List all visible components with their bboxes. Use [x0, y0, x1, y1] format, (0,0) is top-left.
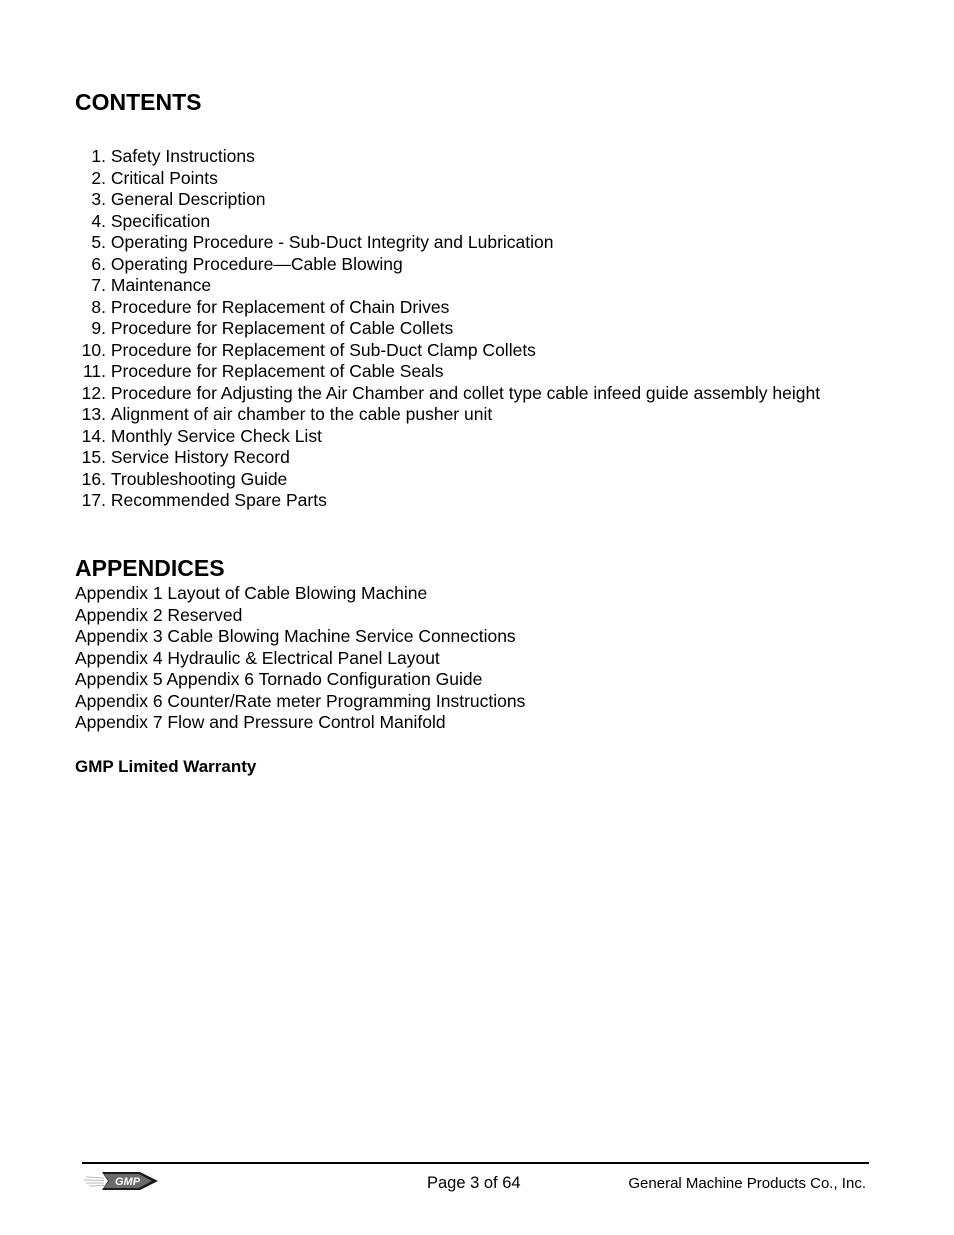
- warranty-heading: GMP Limited Warranty: [75, 757, 257, 776]
- toc-item: [75, 168, 820, 190]
- contents-heading: CONTENTS: [75, 89, 202, 115]
- toc-item: [75, 447, 820, 469]
- footer-divider: [82, 1162, 869, 1164]
- toc-title: Service History Record: [110, 447, 290, 467]
- toc-title: Recommended Spare Parts: [110, 490, 327, 510]
- toc-item: [75, 469, 820, 491]
- toc-title: Alignment of air chamber to the cable pusher unit: [110, 404, 493, 424]
- toc-number: 16.: [81, 468, 106, 489]
- appendix-item: Appendix 1 Layout of Cable Blowing Machine: [75, 583, 428, 603]
- toc-title: Procedure for Adjusting the Air Chamber and collet type cable infeed guide assembly height: [110, 382, 821, 403]
- toc-number: 10.: [81, 339, 106, 360]
- contents-list: [75, 146, 820, 512]
- toc-item: [75, 297, 820, 319]
- appendix-item: Appendix 5 Appendix 6 Tornado Configuration Guide: [75, 669, 483, 689]
- toc-number: 6.: [91, 253, 106, 274]
- toc-item: [75, 318, 820, 340]
- appendix-item: Appendix 2 Reserved: [75, 604, 243, 625]
- toc-title: Safety Instructions: [110, 146, 255, 166]
- toc-title: Monthly Service Check List: [110, 425, 322, 446]
- appendices-heading: APPENDICES: [75, 555, 225, 581]
- toc-item: [75, 254, 820, 276]
- toc-title: Critical Points: [110, 167, 218, 188]
- toc-item: [75, 232, 820, 254]
- toc-title: Operating Procedure—Cable Blowing: [110, 253, 403, 274]
- toc-item: [75, 404, 820, 426]
- toc-number: 14.: [81, 425, 106, 446]
- toc-number: 12.: [81, 382, 106, 403]
- toc-title: Procedure for Replacement of Cable Collets: [110, 318, 454, 338]
- appendix-item: Appendix 6 Counter/Rate meter Programming Instructions: [75, 690, 526, 711]
- toc-number: 13.: [81, 404, 106, 424]
- toc-number: 1.: [91, 146, 106, 166]
- toc-title: Specification: [110, 210, 211, 231]
- page-number: Page 3 of 64: [427, 1174, 521, 1192]
- toc-item: [75, 211, 820, 233]
- appendix-item: Appendix 4 Hydraulic & Electrical Panel Layout: [75, 647, 440, 668]
- toc-title: Operating Procedure - Sub-Duct Integrity and Lubrication: [110, 232, 554, 252]
- appendices-list: [75, 583, 525, 734]
- toc-item: [75, 426, 820, 448]
- logo-text: GMP: [115, 1176, 141, 1188]
- toc-number: 7.: [91, 275, 106, 295]
- toc-number: 15.: [81, 447, 106, 467]
- toc-number: 17.: [81, 490, 106, 510]
- toc-number: 9.: [91, 318, 106, 338]
- toc-title: Troubleshooting Guide: [110, 468, 288, 489]
- toc-item: [75, 340, 820, 362]
- toc-item: [75, 189, 820, 211]
- toc-number: 4.: [91, 210, 106, 231]
- toc-item: [75, 361, 820, 383]
- appendix-item: Appendix 7 Flow and Pressure Control Manifold: [75, 712, 446, 732]
- appendix-item: Appendix 3 Cable Blowing Machine Service Connections: [75, 626, 516, 646]
- toc-item: [75, 490, 820, 512]
- toc-number: 5.: [91, 232, 106, 252]
- toc-number: 11.: [82, 361, 106, 381]
- toc-title: General Description: [110, 189, 266, 209]
- toc-item: [75, 275, 820, 297]
- toc-title: Procedure for Replacement of Chain Drives: [110, 296, 450, 317]
- toc-title: Maintenance: [110, 275, 212, 295]
- toc-title: Procedure for Replacement of Sub-Duct Clamp Collets: [110, 339, 536, 360]
- company-name: General Machine Products Co., Inc.: [628, 1175, 866, 1192]
- toc-number: 8.: [91, 296, 106, 317]
- gmp-arrow-logo-icon: [84, 1170, 160, 1192]
- toc-number: 2.: [91, 167, 106, 188]
- toc-title: Procedure for Replacement of Cable Seals: [110, 361, 444, 381]
- toc-item: [75, 383, 820, 405]
- toc-item: [75, 146, 820, 168]
- toc-number: 3.: [91, 189, 106, 209]
